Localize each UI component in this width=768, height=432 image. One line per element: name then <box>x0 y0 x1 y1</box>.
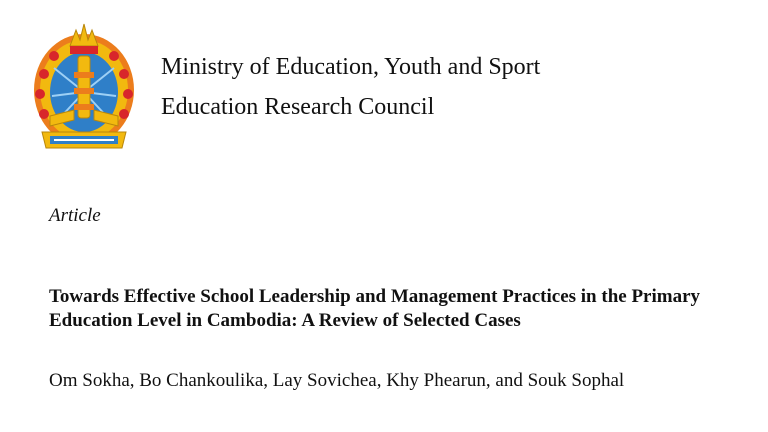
council-name: Education Research Council <box>161 94 435 120</box>
article-type-label: Article <box>49 205 101 226</box>
ministry-name: Ministry of Education, Youth and Sport <box>161 54 541 80</box>
article-authors: Om Sokha, Bo Chankoulika, Lay Sovichea, Khy Phearun, and Souk Sophal <box>49 370 625 391</box>
ministry-emblem-icon <box>30 16 138 156</box>
article-title: Towards Effective School Leadership and Management Practices in the Primary Education Level in Cambodia: A Review of Selected Cases <box>49 286 701 331</box>
